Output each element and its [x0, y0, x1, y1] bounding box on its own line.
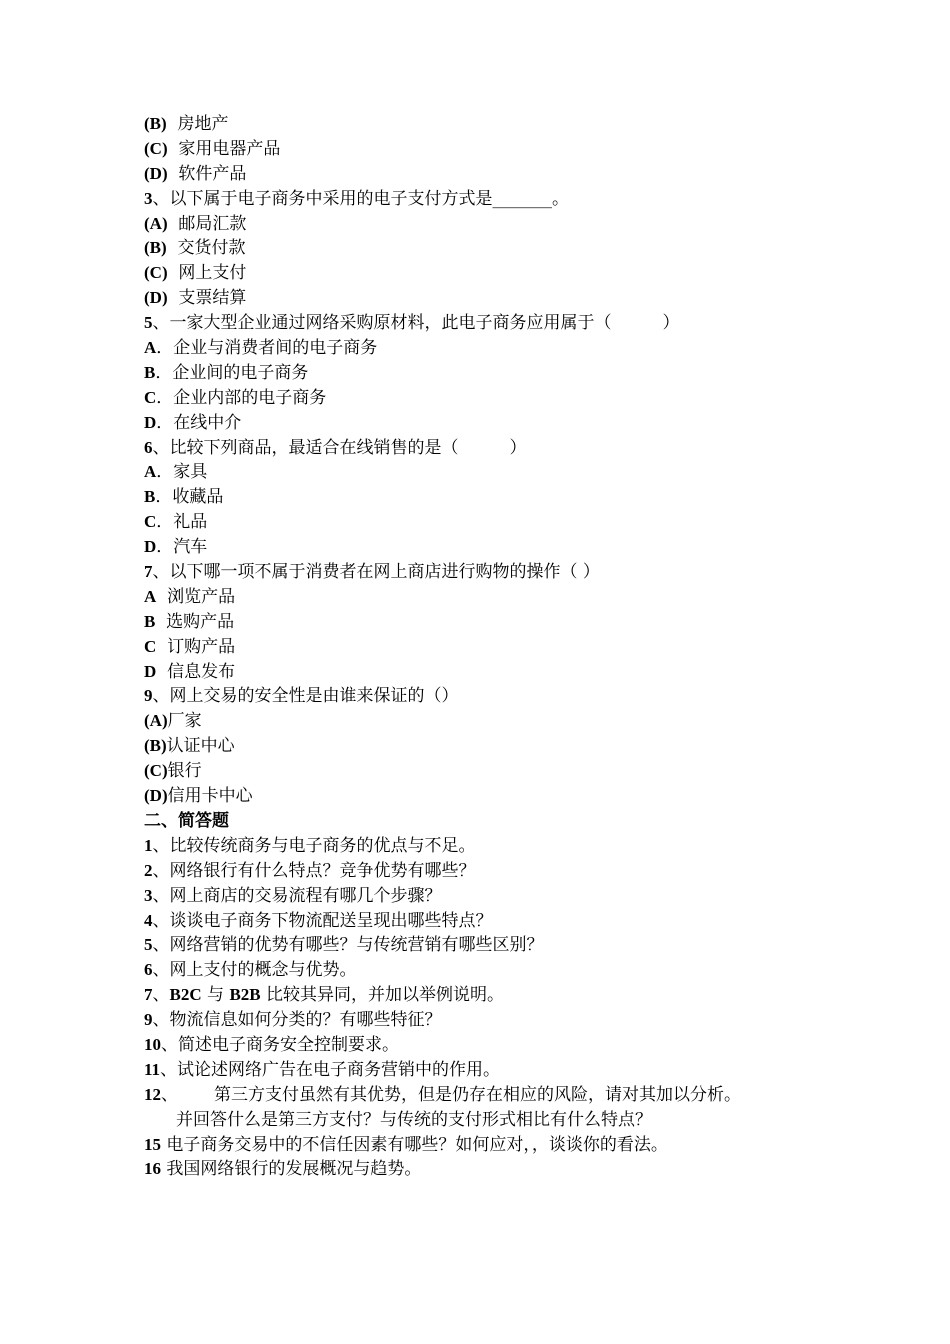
- question-line: 7、以下哪一项不属于消费者在网上商店进行购物的操作（ ）: [144, 562, 600, 583]
- question-line: 3、以下属于电子商务中采用的电子支付方式是_______。: [144, 188, 569, 209]
- short-answer-question: 15 电子商务交易中的不信任因素有哪些？如何应对，，谈谈你的看法。: [144, 1134, 668, 1155]
- option-line: (C) 网上支付: [144, 263, 247, 284]
- short-answer-question: 16 我国网络银行的发展概况与趋势。: [144, 1159, 422, 1180]
- short-answer-question: 5、网络营销的优势有哪些？与传统营销有哪些区别？: [144, 935, 544, 956]
- option-line: A．企业与消费者间的电子商务: [144, 338, 378, 359]
- option-line: (A) 邮局汇款: [144, 213, 247, 234]
- option-line: D．汽车: [144, 537, 208, 558]
- document-page: [144, 112, 824, 1182]
- short-answer-question: 7、B2C 与 B2B 比较其异同，并加以举例说明。: [144, 985, 505, 1006]
- short-answer-question: 6、网上支付的概念与优势。: [144, 960, 357, 981]
- question-continuation: 并回答什么是第三方支付？与传统的支付形式相比有什么特点？: [176, 1109, 652, 1130]
- option-line: (B) 交货付款: [144, 238, 246, 259]
- option-line: B 选购产品: [144, 611, 235, 632]
- option-line: D 信息发布: [144, 661, 236, 682]
- option-line: B．企业间的电子商务: [144, 362, 309, 383]
- option-line: (C) 家用电器产品: [144, 138, 281, 159]
- short-answer-question: 10、简述电子商务安全控制要求。: [144, 1034, 399, 1055]
- question-line: 6、比较下列商品，最适合在线销售的是（ ）: [144, 437, 527, 458]
- option-line: (A)厂家: [144, 711, 202, 732]
- short-answer-question: 2、网络银行有什么特点？竞争优势有哪些？: [144, 860, 476, 881]
- option-line: A 浏览产品: [144, 586, 236, 607]
- question-line: 9、网上交易的安全性是由谁来保证的（）: [144, 686, 459, 707]
- option-line: (B) 房地产: [144, 114, 229, 134]
- option-line: C．企业内部的电子商务: [144, 387, 327, 408]
- option-line: (B)认证中心: [144, 736, 235, 757]
- option-line: (D) 支票结算: [144, 288, 247, 309]
- short-answer-question: 12、 第三方支付虽然有其优势，但是仍存在相应的风险，请对其加以分析。: [144, 1084, 741, 1105]
- section-title: 二、简答题: [144, 810, 229, 831]
- option-line: D．在线中介: [144, 412, 242, 433]
- short-answer-question: 11、试论述网络广告在电子商务营销中的作用。: [144, 1059, 501, 1080]
- option-line: C 订购产品: [144, 636, 236, 657]
- question-line: 5、一家大型企业通过网络采购原材料，此电子商务应用属于（ ）: [144, 313, 680, 334]
- option-line: A．家具: [144, 462, 208, 483]
- short-answer-question: 1、比较传统商务与电子商务的优点与不足。: [144, 835, 476, 856]
- short-answer-question: 9、物流信息如何分类的？有哪些特征？: [144, 1010, 442, 1031]
- option-line: B．收藏品: [144, 487, 224, 508]
- option-line: (D)信用卡中心: [144, 786, 253, 807]
- option-line: (C)银行: [144, 761, 202, 782]
- option-line: (D) 软件产品: [144, 163, 247, 184]
- short-answer-question: 3、网上商店的交易流程有哪几个步骤？: [144, 885, 442, 906]
- option-line: C．礼品: [144, 512, 208, 533]
- short-answer-question: 4、谈谈电子商务下物流配送呈现出哪些特点？: [144, 910, 493, 931]
